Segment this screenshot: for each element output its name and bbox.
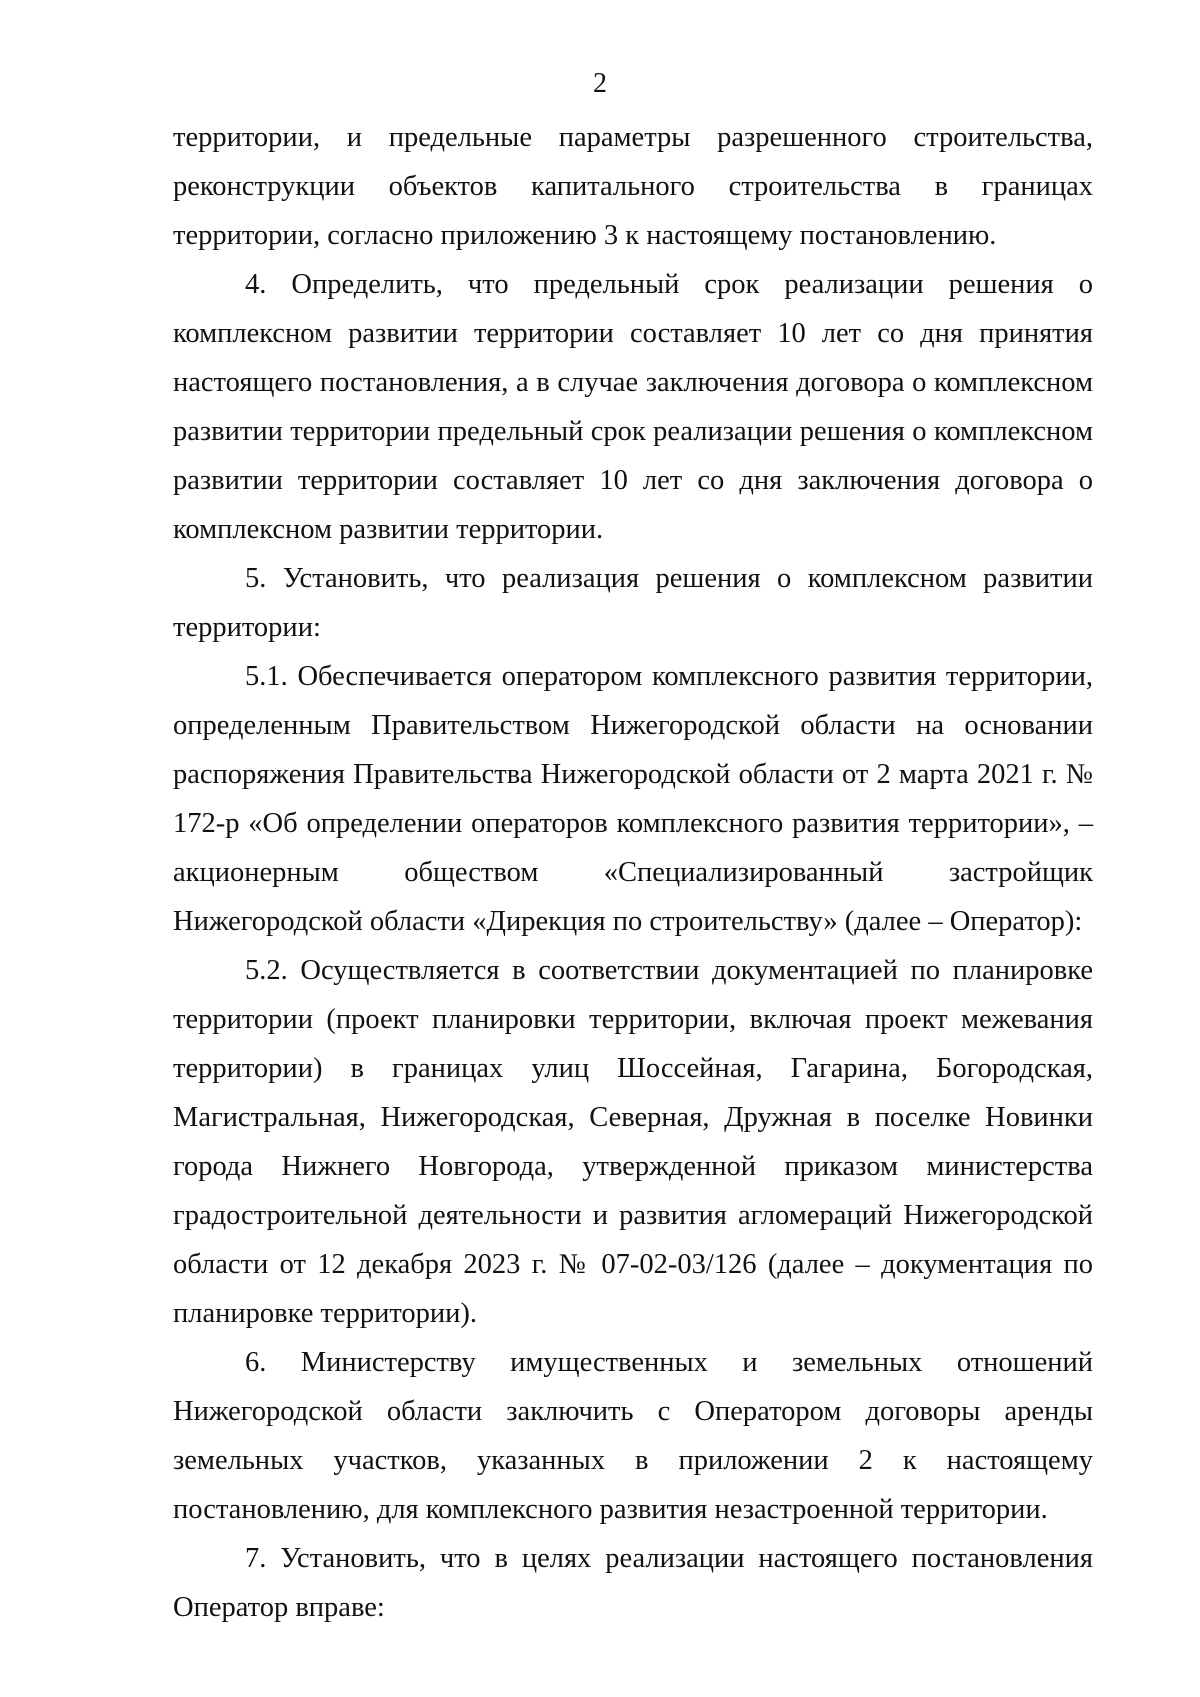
- paragraph-item-7: 7. Установить, что в целях реализации настоящего постановления Оператор вправе:: [173, 1543, 1093, 1623]
- paragraph-item-6: 6. Министерству имущественных и земельных отношений Нижегородской области заключить с Оператором договоры аренды земельных участков, указанных в приложении 2 к настоящему постановлению, для комплексного развития незастроенной территории.: [173, 1347, 1093, 1525]
- paragraph-item-5: 5. Установить, что реализация решения о комплексном развитии территории:: [173, 563, 1093, 643]
- paragraph-item-4: 4. Определить, что предельный срок реализации решения о комплексном развитии территории составляет 10 лет со дня принятия настоящего постановления, а в случае заключения договора о комплексном развитии территории предельный срок реализации решения о комплексном развитии территории составляет 10 лет со дня заключения договора о комплексном развитии территории.: [173, 269, 1093, 545]
- document-body: [173, 113, 1093, 1632]
- paragraph-item-5-1: 5.1. Обеспечивается оператором комплексного развития территории, определенным Правительством Нижегородской области на основании распоряжения Правительства Нижегородской области от 2 марта 2021 г. № 172-р «Об определении операторов комплексного развития территории», – акционерным обществом «Специализированный застройщик Нижегородской области «Дирекция по строительству» (далее – Оператор):: [173, 661, 1093, 937]
- paragraph-continuation: территории, и предельные параметры разрешенного строительства, реконструкции объектов капитального строительства в границах территории, согласно приложению 3 к настоящему постановлению.: [173, 122, 1093, 251]
- page-number: 2: [593, 68, 607, 99]
- paragraph-item-5-2: 5.2. Осуществляется в соответствии документацией по планировке территории (проект планировки территории, включая проект межевания территории) в границах улиц Шоссейная, Гагарина, Богородская, Магистральная, Нижегородская, Северная, Дружная в поселке Новинки города Нижнего Новгорода, утвержденной приказом министерства градостроительной деятельности и развития агломераций Нижегородской области от 12 декабря 2023 г. № 07-02-03/126 (далее – документация по планировке территории).: [173, 955, 1093, 1329]
